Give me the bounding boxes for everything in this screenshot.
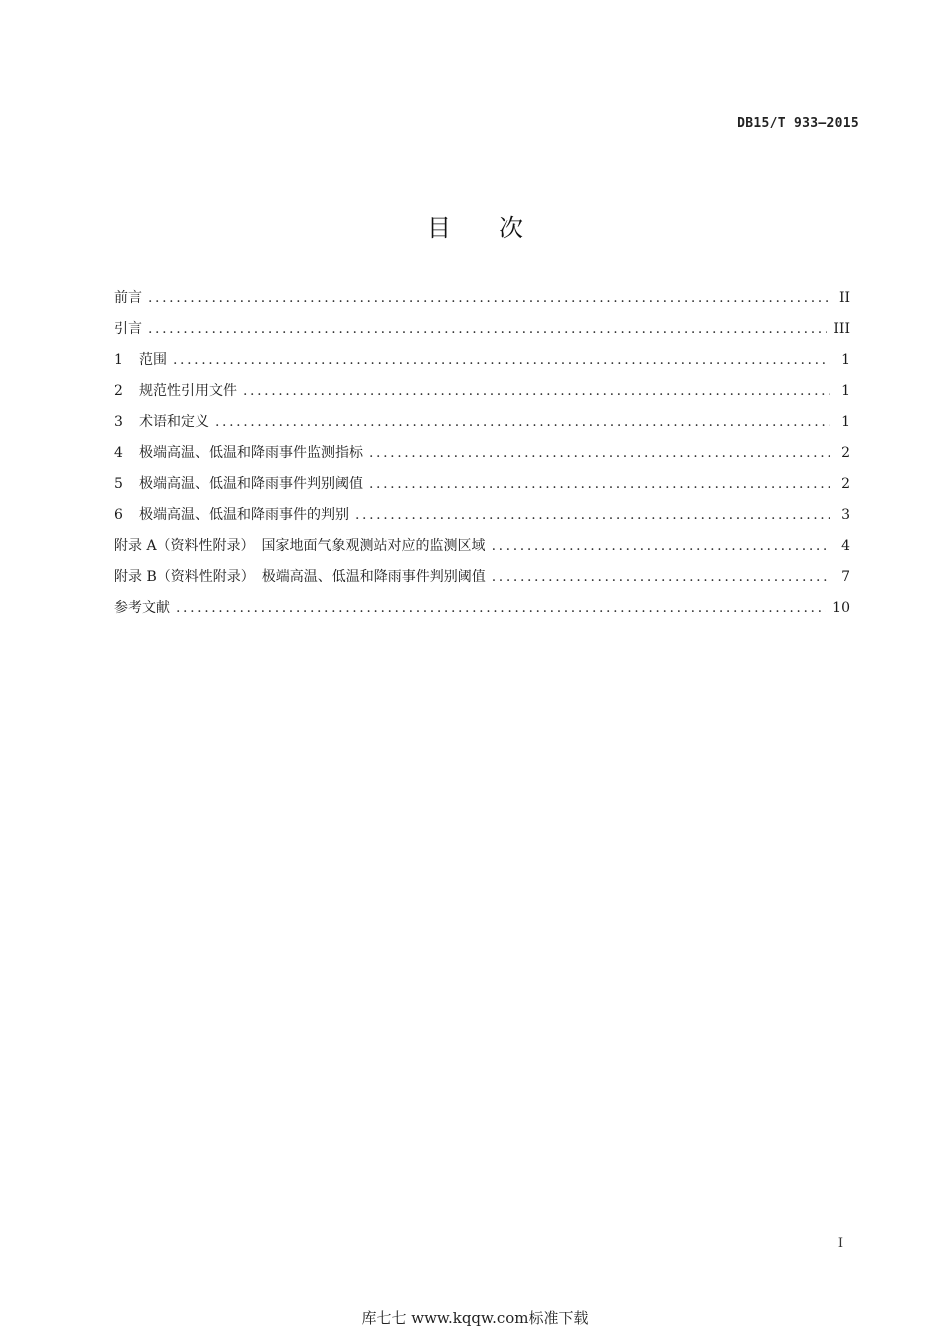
document-code: DB15/T 933—2015 xyxy=(737,116,859,131)
toc-dot-leader xyxy=(148,287,830,310)
toc-entry-page: 10 xyxy=(832,600,850,616)
toc-entry-page: 1 xyxy=(841,414,850,430)
toc-entry-text: 规范性引用文件 xyxy=(139,383,237,399)
toc-dot-leader xyxy=(243,380,830,403)
toc-entry-terms-definitions[interactable] xyxy=(114,411,850,442)
toc-entry-page: II xyxy=(838,290,850,306)
toc-entry-normative-references[interactable] xyxy=(114,380,850,411)
toc-entry-number: 4 xyxy=(114,445,123,461)
toc-entry-introduction[interactable] xyxy=(114,318,850,349)
toc-dot-leader xyxy=(176,597,826,620)
table-of-contents xyxy=(114,287,850,628)
toc-title: 目次 xyxy=(427,214,571,242)
toc-entry-page: III xyxy=(833,321,850,337)
toc-dot-leader xyxy=(355,504,830,527)
toc-dot-leader xyxy=(492,566,830,589)
toc-entry-text: 极端高温、低温和降雨事件监测指标 xyxy=(139,445,363,461)
toc-entry-page: 1 xyxy=(841,352,850,368)
toc-entry-number: 1 xyxy=(114,352,123,368)
toc-dot-leader xyxy=(148,318,827,341)
toc-dot-leader xyxy=(369,473,830,496)
toc-entry-page: 2 xyxy=(841,445,850,461)
toc-entry-page: 4 xyxy=(841,538,850,554)
toc-entry-text: 极端高温、低温和降雨事件的判别 xyxy=(139,507,349,523)
toc-entry-text: 术语和定义 xyxy=(139,414,209,430)
toc-entry-threshold-values[interactable] xyxy=(114,473,850,504)
toc-entry-bibliography[interactable] xyxy=(114,597,850,628)
toc-entry-text: 前言 xyxy=(114,290,142,306)
toc-entry-page: 2 xyxy=(841,476,850,492)
toc-entry-number: 3 xyxy=(114,414,123,430)
toc-entry-page: 3 xyxy=(841,507,850,523)
toc-entry-number: 2 xyxy=(114,383,123,399)
toc-entry-appendix-a[interactable] xyxy=(114,535,850,566)
toc-dot-leader xyxy=(369,442,830,465)
toc-entry-number: 5 xyxy=(114,476,123,492)
toc-entry-monitoring-indicators[interactable] xyxy=(114,442,850,473)
toc-dot-leader xyxy=(215,411,830,434)
toc-dot-leader xyxy=(173,349,830,372)
toc-entry-number: 6 xyxy=(114,507,123,523)
toc-entry-text: 范围 xyxy=(139,352,167,368)
toc-entry-text: 极端高温、低温和降雨事件判别阈值 xyxy=(139,476,363,492)
toc-entry-scope[interactable] xyxy=(114,349,850,380)
toc-entry-text: 引言 xyxy=(114,321,142,337)
toc-entry-text: 附录 A（资料性附录） 国家地面气象观测站对应的监测区域 xyxy=(114,538,486,554)
toc-entry-page: 7 xyxy=(841,569,850,585)
footer-watermark: 库七七 www.kqqw.com标准下载 xyxy=(361,1309,589,1327)
toc-entry-foreword[interactable] xyxy=(114,287,850,318)
toc-entry-text: 参考文献 xyxy=(114,600,170,616)
toc-entry-page: 1 xyxy=(841,383,850,399)
toc-entry-text: 附录 B（资料性附录） 极端高温、低温和降雨事件判别阈值 xyxy=(114,569,486,585)
toc-dot-leader xyxy=(492,535,830,558)
toc-entry-appendix-b[interactable] xyxy=(114,566,850,597)
page-number: I xyxy=(837,1236,843,1251)
toc-entry-event-determination[interactable] xyxy=(114,504,850,535)
